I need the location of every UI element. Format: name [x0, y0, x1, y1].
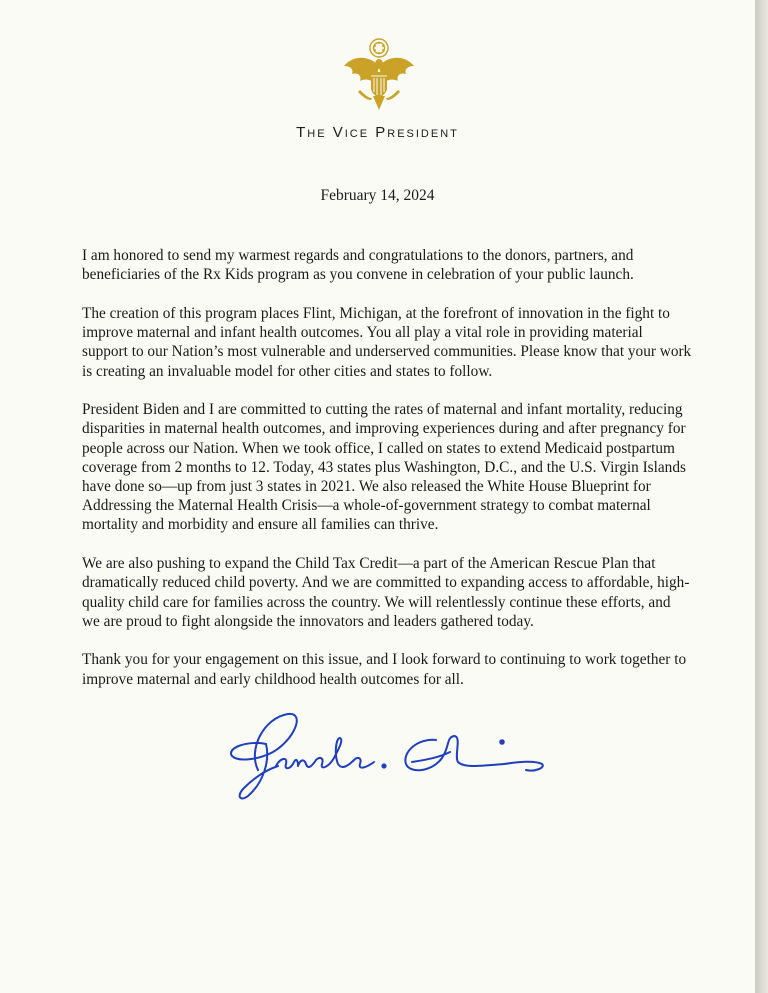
paragraph-maternal-health: President Biden and I are committed to cutting the rates of maternal and infant mortality, reducing disparities in maternal health outcomes, and improving experiences during and after pregnancy for people across our Nation. When we took office, I called on states to extend Medicaid postpartum coverage from 2 months to 12. Today, 43 states plus Washington, D.C., and the U.S. Virgin Islands have done so—up from just 3 states in 2021. We also released the White House Blueprint for Addressing the Maternal Health Crisis—a whole-of-government strategy to combat maternal mortality and morbidity and ensure all families can thrive.	[82, 401, 686, 534]
paragraph-child-tax-credit: We are also pushing to expand the Child Tax Credit—a part of the American Rescue Plan that dramatically reduced child poverty. And we are committed to expanding access to affordable, high-quality child care for families across the country. We will relentlessly continue these efforts, and we are proud to fight alongside the innovators and leaders gathered today.	[82, 555, 690, 630]
letterhead-title: The Vice President	[296, 124, 459, 141]
letter-body	[82, 246, 692, 708]
handwritten-signature-icon	[218, 700, 558, 810]
paragraph-flint-program: The creation of this program places Flint, Michigan, at the forefront of innovation in the fight to improve maternal and infant health outcomes. You all play a vital role in providing material support to our Nation’s most vulnerable and underserved communities. Please know that your work is creating an invaluable model for other cities and states to follow.	[82, 304, 692, 380]
paragraph-greeting: I am honored to send my warmest regards and congratulations to the donors, partners, and beneficiaries of the Rx Kids program as you convene in celebration of your public launch.	[82, 247, 634, 284]
vice-presidential-seal-icon	[338, 36, 420, 118]
letter-date: February 14, 2024	[320, 187, 435, 204]
scan-page-edge	[755, 0, 768, 993]
paragraph-closing: Thank you for your engagement on this issue, and I look forward to continuing to work together to improve maternal and early childhood health outcomes for all.	[82, 651, 687, 688]
